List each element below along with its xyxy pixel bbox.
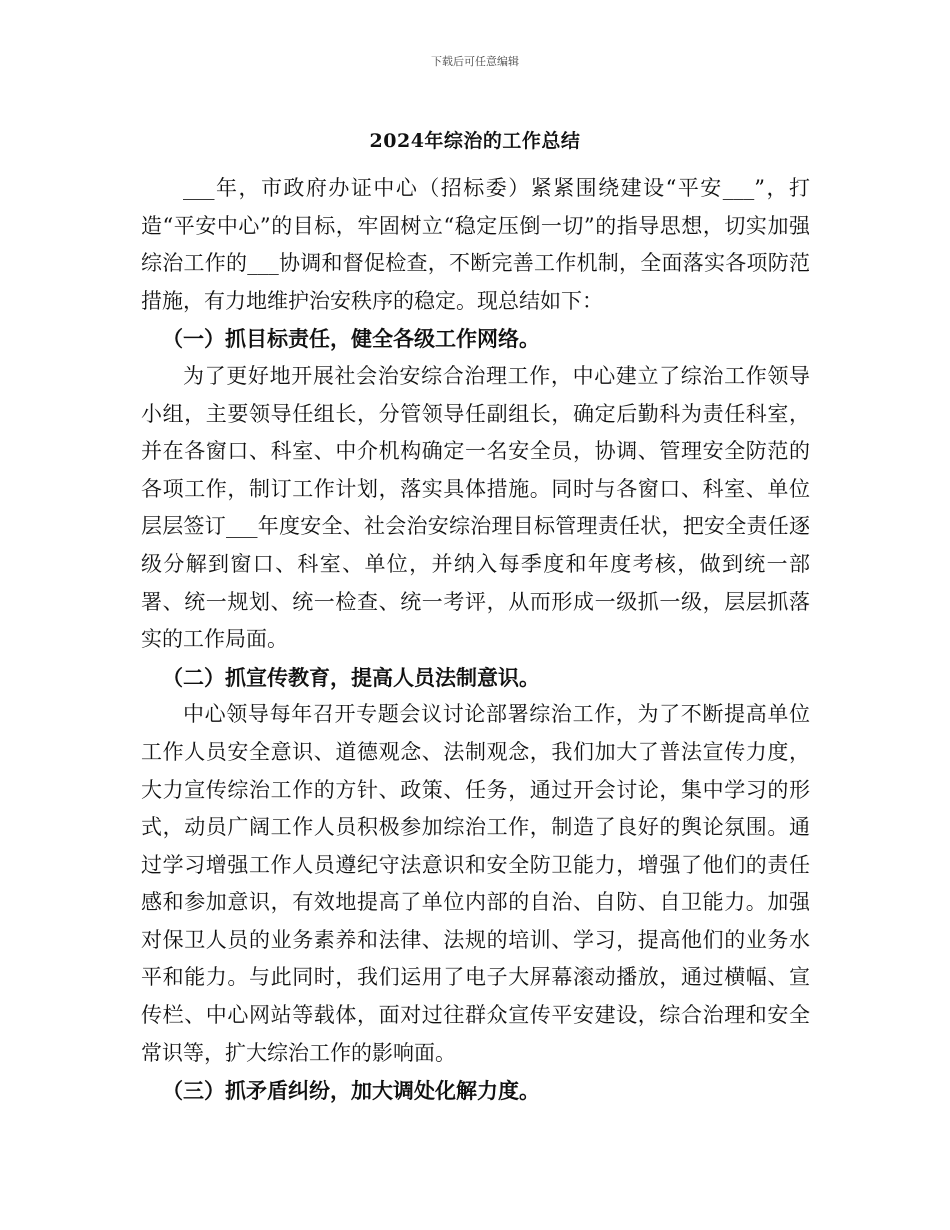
page-header-note: 下载后可任意编辑: [431, 55, 519, 68]
section-1-heading: （一）抓目标责任，健全各级工作网络。: [162, 326, 540, 352]
section-2-heading: （二）抓宣传教育，提高人员法制意识。: [162, 664, 540, 690]
document-title: 2024年综治的工作总结: [369, 130, 581, 152]
section-3-heading: （三）抓矛盾纠纷，加大调处化解力度。: [162, 1078, 540, 1104]
section-2-paragraph: 中心领导每年召开专题会议讨论部署综治工作，为了不断提高单位工作人员安全意识、道德观念、法制观念，我们加大了普法宣传力度，大力宣传综治工作的方针、政策、任务，通过开会讨论，集中学习的形式，动员广阔工作人员积极参加综治工作，制造了良好的舆论氛围。通过学习增强工作人员遵纪守法意识和安全防卫能力，增强了他们的责任感和参加意识，有效地提高了单位内部的自治、自防、自卫能力。加强对保卫人员的业务素养和法律、法规的培训、学习，提高他们的业务水平和能力。与此同时，我们运用了电子大屏幕滚动播放，通过横幅、宣传栏、中心网站等载体，面对过往群众宣传平安建设，综合治理和安全常识等，扩大综治工作的影响面。: [141, 702, 810, 1065]
intro-paragraph: ___年，市政府办证中心（招标委）紧紧围绕建设“平安___”，打造“平安中心”的目标，牢固树立“稳定压倒一切”的指导思想，切实加强综治工作的___协调和督促检查，不断完善工作机制，全面落实各项防范措施，有力地维护治安秩序的稳定。现总结如下：: [141, 176, 810, 313]
document-body: [141, 170, 810, 1110]
section-1-paragraph: 为了更好地开展社会治安综合治理工作，中心建立了综治工作领导小组，主要领导任组长，分管领导任副组长，确定后勤科为责任科室，并在各窗口、科室、中介机构确定一名安全员，协调、管理安全防范的各项工作，制订工作计划，落实具体措施。同时与各窗口、科室、单位层层签订___年度安全、社会治安综治理目标管理责任状，把安全责任逐级分解到窗口、科室、单位，并纳入每季度和年度考核，做到统一部署、统一规划、统一检查、统一考评，从而形成一级抓一级，层层抓落实的工作局面。: [141, 363, 810, 652]
